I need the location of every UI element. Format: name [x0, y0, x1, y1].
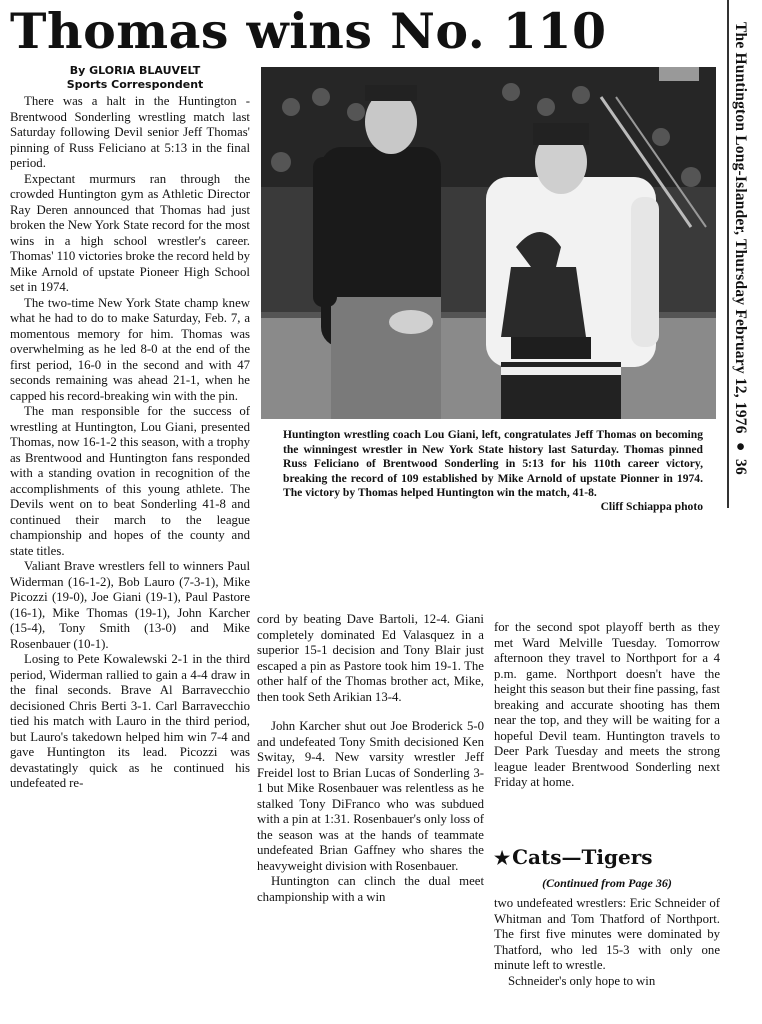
- article-paragraph: Losing to Pete Kowalewski 2-1 in the third period, Widerman rallied to gain a 4-4 draw in the final seconds. Brave Al Barravecchio decisioned Chris Berti 3-1. Carl Barravecchio tied his match with Lauro in the third period, but Lauro's takedown helped him win 7-4 and gave Huntington its lead. Picozzi was devastatingly quick as he continued his undefeated re-: [10, 652, 250, 790]
- article-paragraph: John Karcher shut out Joe Broderick 5-0 and undefeated Tony Smith decisioned Ken Switay, 9-4. New varsity wrestler Jeff Freidel lost to Brian Lucas of Sonderling 3-1 but Mike Rosenbauer was relentless as he stalked Tony DiFranco who was subdued with a pin at 1:31. Rosenbauer's only loss of the season was at the hands of teammate undefeated Brian Gaffney who shares the heavyweight division with Rosenbauer.: [257, 719, 484, 873]
- dateline-strip: [728, 18, 758, 508]
- byline: [22, 64, 248, 92]
- byline-author: By GLORIA BLAUVELT: [69, 64, 201, 77]
- photo-caption-block: [283, 428, 703, 515]
- dateline: The Huntington Long-Islander, Thursday February 12, 1976 ● 36: [732, 22, 749, 475]
- sidebar-paragraph: two undefeated wrestlers: Eric Schneider of Whitman and Tom Thatford of Northport. The first five minutes were dominated by Thatford, who led 15-3 with only one minute left to wrestle.: [494, 896, 720, 972]
- photo-credit: Cliff Schiappa photo: [600, 499, 703, 513]
- article-paragraph: There was a halt in the Huntington - Brentwood Sonderling wrestling match last Saturday following Devil senior Jeff Thomas' pinning of Russ Feliciano at 5:13 in the final period.: [10, 94, 250, 170]
- article-paragraph: cord by beating Dave Bartoli, 12-4. Giani completely dominated Ed Valasquez in a superior 15-1 decision and Tony Blair just escaped a pin as Pastore took him 19-1. The other half of the Thomas brother act, Mike, then took Seth Arikian 13-4.: [257, 612, 484, 704]
- article-column-1: [10, 94, 250, 1024]
- sidebar-headline-text: Cats—Tigers: [512, 845, 653, 869]
- news-photo: [261, 67, 716, 419]
- article-paragraph: for the second spot playoff berth as they met Ward Melville Tuesday. Tomorrow afternoon they travel to Northport for a 4 p.m. game. Northport doesn't have the height this season but their fine passing, fast breaking and accurate shooting has them near the top, and they will be waiting for a hopeful Devil team. Huntington travels to Deer Park Tuesday and meets the strong league leader Brentwood Sonderling next Friday at home.: [494, 620, 720, 789]
- article-column-2: [257, 612, 484, 1024]
- article-paragraph: Huntington can clinch the dual meet championship with a win: [257, 874, 484, 904]
- photo-illustration: [261, 67, 716, 419]
- star-icon: ★: [494, 848, 511, 869]
- byline-role: Sports Correspondent: [66, 78, 204, 91]
- article-paragraph: Expectant murmurs ran through the crowded Huntington gym as Athletic Director Ray Deren announced that Thomas had just broken the New York State record for the most wins in a high school wrestler's career. Thomas' 110 victories broke the record held by Mike Arnold of upstate Pioneer High School set in 1974.: [10, 171, 250, 294]
- continued-note: (Continued from Page 36): [542, 876, 672, 890]
- photo-caption: Huntington wrestling coach Lou Giani, left, congratulates Jeff Thomas on becoming the winningest wrestler in New York State history last Saturday. Thomas pinned Russ Feliciano of Brentwood Sonderling in 5:13 for his 110th career victory, breaking the record of 109 established by Mike Arnold of upstate Pionner in 1974. The victory by Thomas helped Huntington win the match, 41-8.: [283, 428, 703, 500]
- headline: Thomas wins No. 110: [10, 2, 607, 60]
- article-paragraph: Valiant Brave wrestlers fell to winners Paul Widerman (16-1-2), Bob Lauro (7-3-1), Mike Picozzi (19-0), Joe Giani (19-1), Paul Pastore (16-1), Mike Thomas (19-1), John Karcher (15-4), Tony Smith (13-0) and Mike Rosenbauer (10-1).: [10, 559, 250, 651]
- sidebar-paragraph: Schneider's only hope to win: [508, 973, 656, 988]
- article-paragraph: The man responsible for the success of wrestling at Huntington, Lou Giani, presented Thomas, now 16-1-2 this season, with a trophy as Brentwood and Huntington fans responded with a standing ovation in recognition of the accomplishments of this young athlete. The Devils went on to beat Sonderling 41-8 and continued their march to the league championship and hopes of the county and state titles.: [10, 404, 250, 558]
- article-paragraph: The two-time New York State champ knew what he had to do to make Saturday, Feb. 7, a momentous memory for him. Thomas was overwhelming as he led 8-0 at the end of the first period, 16-0 in the second and with 47 seconds remaining was ahead 21-1, when he capped his record-breaking win with the pin.: [10, 295, 250, 403]
- sidebar-headline: [494, 844, 720, 872]
- sidebar-story: [494, 896, 720, 1024]
